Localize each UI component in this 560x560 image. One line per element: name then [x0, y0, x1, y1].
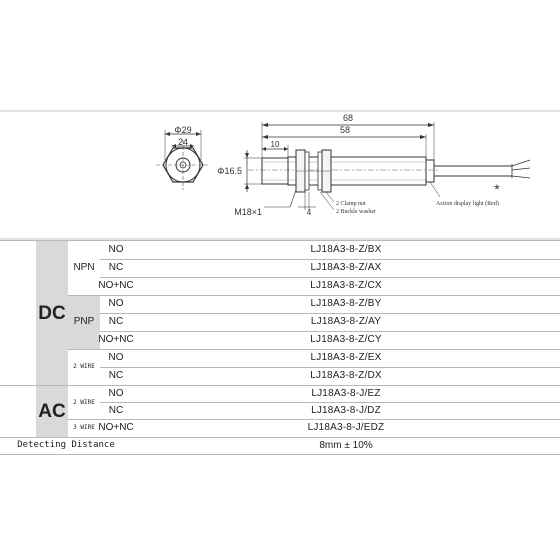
model-cell — [132, 402, 560, 419]
detecting-distance-label: Detecting Distance — [17, 440, 115, 450]
length-total-label: 68 — [342, 113, 354, 123]
output-type-label: NC — [108, 316, 124, 327]
body-diameter-label: Φ16.5 — [217, 166, 242, 176]
model-number: LJ18A3-8-Z/BX — [310, 244, 382, 255]
model-cell — [132, 259, 560, 277]
front-view — [156, 125, 210, 190]
model-number: LJ18A3-8-Z/EX — [310, 352, 382, 363]
output-cell — [100, 386, 132, 402]
output-cell — [100, 331, 132, 349]
distance-value-cell — [132, 437, 560, 454]
ac-group-cell — [36, 386, 68, 437]
output-type-label: NO+NC — [98, 334, 134, 345]
ac-2wire-type-cell — [68, 386, 100, 419]
detecting-distance-value: 8mm ± 10% — [319, 439, 373, 451]
distance-label-cell — [0, 437, 132, 454]
length-thread-label: 58 — [339, 125, 351, 135]
model-cell — [132, 313, 560, 331]
model-cell — [132, 367, 560, 385]
output-cell — [100, 367, 132, 385]
output-cell — [100, 313, 132, 331]
model-number: LJ18A3-8-Z/CX — [310, 280, 382, 291]
output-type-label: NC — [108, 370, 124, 381]
output-cell — [100, 259, 132, 277]
asterisk-mark: * — [494, 181, 500, 197]
model-cell — [132, 349, 560, 367]
model-cell — [132, 277, 560, 295]
output-cell — [100, 277, 132, 295]
output-type-label: NO — [108, 244, 124, 255]
sensor-dimension-drawing — [0, 0, 560, 240]
type-label-pnp: PNP — [73, 316, 95, 327]
model-spec-table — [0, 240, 560, 455]
ac-group-label: AC — [38, 401, 66, 422]
model-number: LJ18A3-8-J/DZ — [311, 404, 381, 416]
dc-2wire-type-cell — [68, 349, 100, 385]
output-cell — [100, 402, 132, 419]
model-number: LJ18A3-8-Z/AX — [310, 262, 382, 273]
output-cell — [100, 295, 132, 313]
front-across-label: 24 — [177, 137, 189, 147]
ac-3wire-type-cell — [68, 419, 100, 437]
thread-size-label: M18×1 — [234, 207, 262, 217]
output-type-label: NO — [108, 352, 124, 363]
model-number: LJ18A3-8-J/EDZ — [307, 422, 385, 433]
model-cell — [132, 419, 560, 437]
output-type-label: NC — [108, 404, 124, 416]
model-number: LJ18A3-8-Z/BY — [310, 298, 382, 309]
model-number: LJ18A3-8-Z/AY — [310, 316, 382, 327]
output-type-label: NO — [108, 298, 124, 309]
action-light-callout: Action display light (Red) — [436, 201, 499, 207]
nut-width-label: 4 — [306, 208, 312, 217]
model-number: LJ18A3-8-J/EZ — [311, 388, 381, 399]
model-cell — [132, 386, 560, 402]
model-cell — [132, 331, 560, 349]
front-diameter-label: Φ29 — [174, 125, 192, 135]
output-cell — [100, 419, 132, 437]
type-label-ac-2wire: 2 WIRE — [73, 398, 95, 406]
output-type-label: NO+NC — [98, 422, 134, 433]
output-type-label: NO+NC — [98, 280, 134, 291]
dc-group-cell — [36, 241, 68, 385]
type-label-dc-2wire: 2 WIRE — [73, 363, 95, 370]
buckle-washer-callout: 2 Buckle washer — [336, 209, 376, 215]
model-number: LJ18A3-8-Z/DX — [310, 370, 382, 381]
output-type-label: NC — [108, 262, 124, 273]
dc-group-label: DC — [38, 302, 66, 324]
npn-type-cell — [68, 241, 100, 295]
type-label-ac-3wire: 3 WIRE — [73, 424, 95, 431]
model-number: LJ18A3-8-Z/CY — [310, 334, 382, 345]
type-label-npn: NPN — [73, 262, 95, 273]
length-tip-label: 10 — [270, 140, 280, 149]
side-view — [217, 113, 530, 217]
model-cell — [132, 295, 560, 313]
model-cell — [132, 241, 560, 259]
pnp-type-label-cell — [68, 295, 100, 349]
output-cell — [100, 349, 132, 367]
output-type-label: NO — [108, 388, 124, 399]
output-cell — [100, 241, 132, 259]
clamp-nut-callout: 2 Clamp nut — [336, 201, 366, 207]
